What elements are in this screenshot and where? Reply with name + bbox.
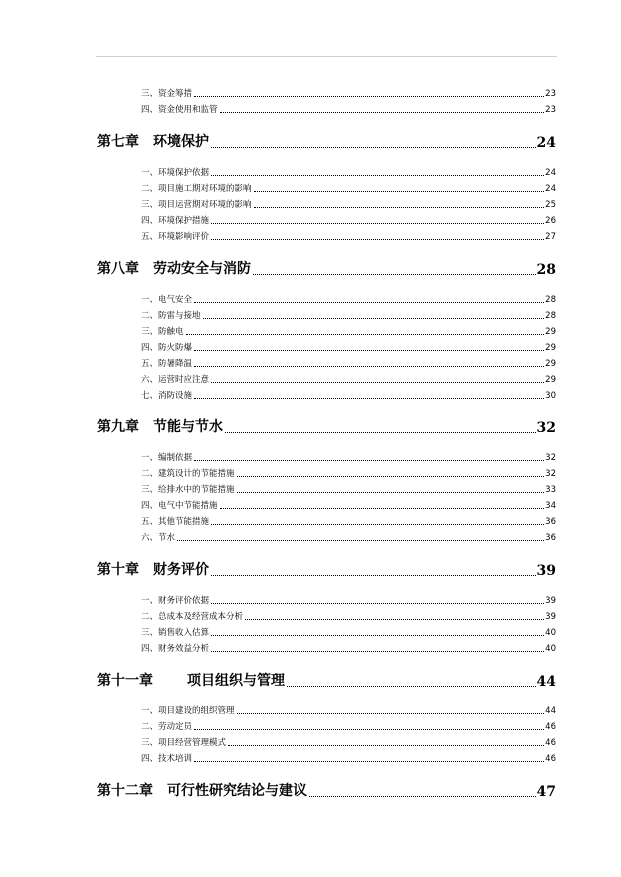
toc-chapter-row[interactable] bbox=[97, 418, 556, 436]
toc-section-row[interactable] bbox=[141, 452, 556, 463]
page-number: 36 bbox=[545, 517, 556, 527]
dot-leader bbox=[194, 366, 544, 367]
toc-section-row[interactable] bbox=[141, 374, 556, 385]
section-label: 七、消防设施 bbox=[141, 391, 193, 401]
header-rule bbox=[96, 56, 557, 57]
dot-leader bbox=[211, 382, 544, 383]
page-number: 24 bbox=[545, 184, 556, 194]
dot-leader bbox=[194, 350, 544, 351]
page-number: 36 bbox=[545, 533, 556, 543]
chapter-number: 第九章 bbox=[97, 419, 139, 435]
page-number: 26 bbox=[545, 216, 556, 226]
page-number: 23 bbox=[545, 89, 556, 99]
section-label: 三、防触电 bbox=[141, 327, 184, 337]
section-label: 六、运营时应注意 bbox=[141, 375, 210, 385]
page-number: 27 bbox=[545, 232, 556, 242]
section-label: 一、编制依据 bbox=[141, 453, 193, 463]
page-number: 29 bbox=[545, 375, 556, 385]
toc-section-row[interactable] bbox=[141, 721, 556, 732]
toc-chapter-row[interactable] bbox=[97, 782, 556, 800]
page-number: 29 bbox=[545, 359, 556, 369]
page-number: 24 bbox=[545, 168, 556, 178]
toc-section-row[interactable] bbox=[141, 310, 556, 321]
section-label: 三、资金筹措 bbox=[141, 89, 193, 99]
dot-leader bbox=[194, 96, 544, 97]
toc-section-row[interactable] bbox=[141, 611, 556, 622]
dot-leader bbox=[211, 635, 544, 636]
dot-leader bbox=[237, 492, 545, 493]
dot-leader bbox=[225, 432, 536, 433]
page-number: 32 bbox=[536, 420, 556, 436]
dot-leader bbox=[211, 147, 536, 148]
section-label: 一、财务评价依据 bbox=[141, 596, 210, 606]
toc-section-row[interactable] bbox=[141, 294, 556, 305]
page-number: 32 bbox=[545, 469, 556, 479]
chapter-title: 环境保护 bbox=[153, 134, 209, 150]
section-label: 一、项目建设的组织管理 bbox=[141, 706, 235, 716]
chapter-heading bbox=[97, 780, 307, 800]
dot-leader bbox=[194, 398, 544, 399]
page-number: 32 bbox=[545, 453, 556, 463]
page-number: 44 bbox=[536, 674, 556, 690]
dot-leader bbox=[220, 112, 545, 113]
section-label: 五、其他节能措施 bbox=[141, 517, 210, 527]
section-label: 三、销售收入估算 bbox=[141, 628, 210, 638]
toc-section-row[interactable] bbox=[141, 643, 556, 654]
section-label: 四、电气中节能措施 bbox=[141, 501, 218, 511]
page-number: 28 bbox=[545, 295, 556, 305]
toc-section-row[interactable] bbox=[141, 88, 556, 99]
section-label: 五、防暑降温 bbox=[141, 359, 193, 369]
dot-leader bbox=[211, 603, 544, 604]
page-number: 46 bbox=[545, 738, 556, 748]
toc-chapter-row[interactable] bbox=[97, 561, 556, 579]
chapter-title: 项目组织与管理 bbox=[187, 673, 285, 689]
dot-leader bbox=[228, 745, 544, 746]
page-number: 29 bbox=[545, 327, 556, 337]
section-label: 二、防雷与接地 bbox=[141, 311, 201, 321]
dot-leader bbox=[194, 460, 544, 461]
page-number: 47 bbox=[536, 784, 556, 800]
page-number: 29 bbox=[545, 343, 556, 353]
section-label: 四、环境保护措施 bbox=[141, 216, 210, 226]
section-label: 三、项目经营管理模式 bbox=[141, 738, 227, 748]
toc-section-row[interactable] bbox=[141, 705, 556, 716]
chapter-heading bbox=[97, 416, 223, 436]
toc-chapter-row[interactable] bbox=[97, 133, 556, 151]
chapter-number: 第七章 bbox=[97, 134, 139, 150]
toc-section-row[interactable] bbox=[141, 104, 556, 115]
chapter-heading bbox=[97, 559, 209, 579]
dot-leader bbox=[194, 761, 544, 762]
section-label: 三、给排水中的节能措施 bbox=[141, 485, 235, 495]
toc-section-row[interactable] bbox=[141, 215, 556, 226]
page-number: 24 bbox=[536, 135, 556, 151]
section-label: 四、技术培训 bbox=[141, 754, 193, 764]
dot-leader bbox=[186, 334, 545, 335]
toc-section-row[interactable] bbox=[141, 753, 556, 764]
page-number: 34 bbox=[545, 501, 556, 511]
page-number: 39 bbox=[536, 563, 556, 579]
section-label: 四、资金使用和监管 bbox=[141, 105, 218, 115]
section-label: 三、项目运营期对环境的影响 bbox=[141, 200, 252, 210]
chapter-title: 可行性研究结论与建议 bbox=[167, 783, 307, 799]
toc-chapter-row[interactable] bbox=[97, 260, 556, 278]
chapter-number: 第十一章 bbox=[97, 673, 153, 689]
section-label: 二、总成本及经营成本分析 bbox=[141, 612, 244, 622]
dot-leader bbox=[177, 540, 544, 541]
dot-leader bbox=[237, 713, 545, 714]
dot-leader bbox=[237, 476, 545, 477]
dot-leader bbox=[211, 524, 544, 525]
toc-section-row[interactable] bbox=[141, 390, 556, 401]
dot-leader bbox=[245, 619, 544, 620]
chapter-title: 财务评价 bbox=[153, 562, 209, 578]
chapter-heading bbox=[97, 131, 209, 151]
page-number: 39 bbox=[545, 596, 556, 606]
dot-leader bbox=[211, 175, 544, 176]
dot-leader bbox=[194, 729, 544, 730]
dot-leader bbox=[287, 686, 536, 687]
toc-section-row[interactable] bbox=[141, 468, 556, 479]
toc-section-row[interactable] bbox=[141, 167, 556, 178]
page-number: 28 bbox=[545, 311, 556, 321]
page-number: 30 bbox=[545, 391, 556, 401]
toc-section-row[interactable] bbox=[141, 358, 556, 369]
toc-section-row[interactable] bbox=[141, 737, 556, 748]
page-number: 23 bbox=[545, 105, 556, 115]
chapter-title: 节能与节水 bbox=[153, 419, 223, 435]
toc-section-row[interactable] bbox=[141, 595, 556, 606]
section-label: 一、电气安全 bbox=[141, 295, 193, 305]
chapter-number: 第十二章 bbox=[97, 783, 153, 799]
toc-section-row[interactable] bbox=[141, 627, 556, 638]
dot-leader bbox=[253, 274, 536, 275]
page-number: 46 bbox=[545, 754, 556, 764]
dot-leader bbox=[254, 207, 545, 208]
toc-section-row[interactable] bbox=[141, 326, 556, 337]
page-number: 28 bbox=[536, 262, 556, 278]
chapter-number: 第十章 bbox=[97, 562, 139, 578]
section-label: 二、项目施工期对环境的影响 bbox=[141, 184, 252, 194]
section-label: 一、环境保护依据 bbox=[141, 168, 210, 178]
toc-chapter-row[interactable] bbox=[97, 672, 556, 690]
page-number: 33 bbox=[545, 485, 556, 495]
chapter-number: 第八章 bbox=[97, 261, 139, 277]
dot-leader bbox=[309, 796, 536, 797]
toc-section-row[interactable] bbox=[141, 342, 556, 353]
dot-leader bbox=[211, 223, 544, 224]
section-label: 四、防火防爆 bbox=[141, 343, 193, 353]
page-number: 44 bbox=[545, 706, 556, 716]
dot-leader bbox=[220, 508, 545, 509]
dot-leader bbox=[211, 651, 544, 652]
toc-section-row[interactable] bbox=[141, 183, 556, 194]
toc-section-row[interactable] bbox=[141, 532, 556, 543]
chapter-heading bbox=[97, 670, 285, 690]
page-number: 25 bbox=[545, 200, 556, 210]
toc-section-row[interactable] bbox=[141, 199, 556, 210]
dot-leader bbox=[254, 191, 545, 192]
dot-leader bbox=[211, 575, 536, 576]
section-label: 二、建筑设计的节能措施 bbox=[141, 469, 235, 479]
toc-section-row[interactable] bbox=[141, 516, 556, 527]
chapter-title: 劳动安全与消防 bbox=[153, 261, 251, 277]
section-label: 六、节水 bbox=[141, 533, 176, 543]
dot-leader bbox=[194, 302, 544, 303]
dot-leader bbox=[203, 318, 545, 319]
section-label: 四、财务效益分析 bbox=[141, 644, 210, 654]
toc-section-row[interactable] bbox=[141, 500, 556, 511]
section-label: 五、环境影响评价 bbox=[141, 232, 210, 242]
toc-section-row[interactable] bbox=[141, 231, 556, 242]
page-number: 46 bbox=[545, 722, 556, 732]
section-label: 二、劳动定员 bbox=[141, 722, 193, 732]
page-number: 40 bbox=[545, 628, 556, 638]
page-number: 39 bbox=[545, 612, 556, 622]
toc-section-row[interactable] bbox=[141, 484, 556, 495]
page-number: 40 bbox=[545, 644, 556, 654]
chapter-heading bbox=[97, 258, 251, 278]
dot-leader bbox=[211, 239, 544, 240]
